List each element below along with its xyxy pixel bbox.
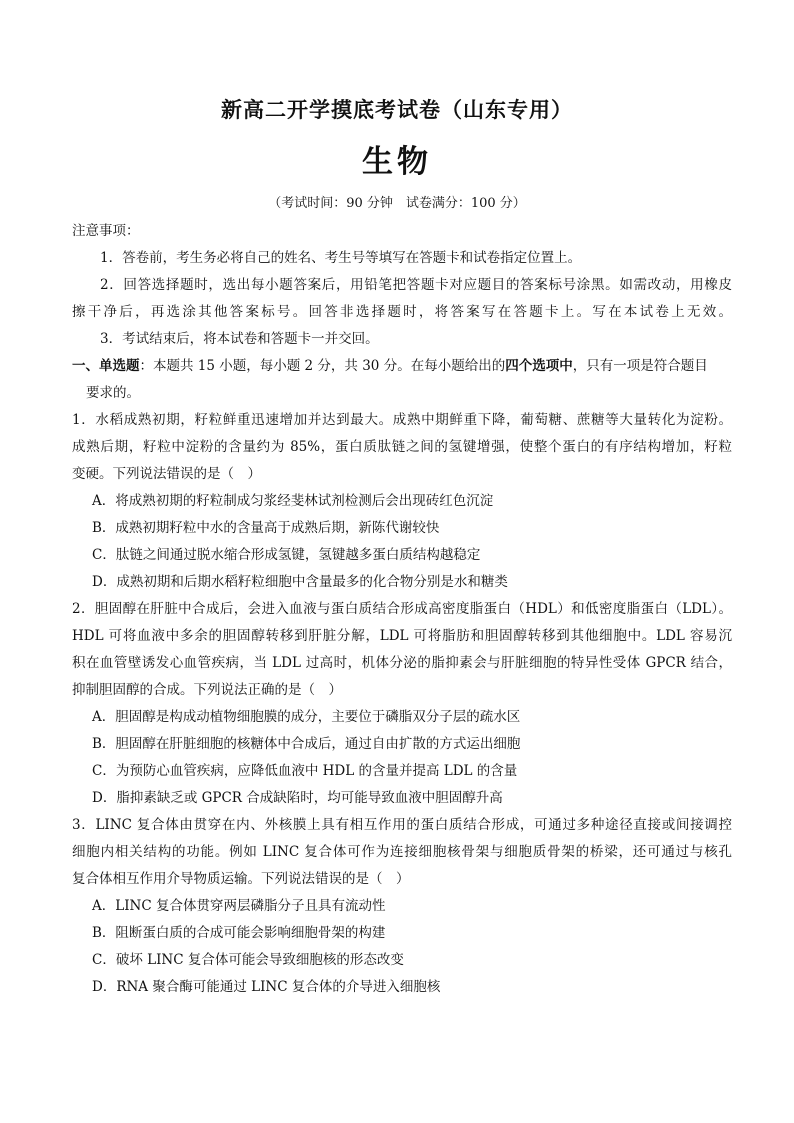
question-3-option-b: B．阻断蛋白质的合成可能会影响细胞骨架的构建 (92, 925, 386, 941)
question-1-option-d: D．成熟初期和后期水稻籽粒细胞中含量最多的化合物分别是水和糖类 (92, 574, 508, 590)
question-2-stem-line-4: 抑制胆固醇的合成。下列说法正确的是（ ） (72, 682, 342, 698)
question-2-stem-line-1: 2．胆固醇在肝脏中合成后，会进入血液与蛋白质结合形成高密度脂蛋白（HDL）和低密度脂蛋白（LDL）。 (72, 601, 732, 617)
question-1 (72, 407, 732, 596)
question-2-stem-line-2: HDL 可将血液中多余的胆固醇转移到肝脏分解，LDL 可将脂肪和胆固醇转移到其他细胞中。LDL 容易沉 (72, 628, 732, 644)
question-3 (72, 812, 732, 1001)
section-1-heading (72, 353, 732, 380)
notice-item-2-line-2: 擦干净后，再选涂其他答案标号。回答非选择题时，将答案写在答题卡上。写在本试卷上无效。 (72, 304, 732, 320)
question-2 (72, 596, 732, 812)
question-2-stem-line-3: 积在血管壁诱发心血管疾病，当 LDL 过高时，机体分泌的脂抑素会与肝脏细胞的特异性受体 GPCR 结合， (72, 655, 732, 671)
question-1-option-c: C．肽链之间通过脱水缩合形成氢键，氢键越多蛋白质结构越稳定 (92, 547, 481, 563)
notice-item-3: 3．考试结束后，将本试卷和答题卡一并交回。 (100, 331, 379, 347)
question-3-stem-line-2: 细胞内相关结构的功能。例如 LINC 复合体可作为连接细胞核骨架与细胞质骨架的桥梁，还可通过与核孔 (72, 844, 732, 860)
question-1-option-b: B．成熟初期籽粒中水的含量高于成熟后期，新陈代谢较快 (92, 520, 440, 536)
question-2-option-b: B．胆固醇在肝脏细胞的核糖体中合成后，通过自由扩散的方式运出细胞 (92, 736, 521, 752)
question-3-option-a: A．LINC 复合体贯穿两层磷脂分子且具有流动性 (92, 898, 386, 914)
section-1-desc-line-2: 要求的。 (86, 385, 140, 401)
notice-item-1: 1．答卷前，考生务必将自己的姓名、考生号等填写在答题卡和试卷指定位置上。 (100, 250, 582, 266)
question-1-stem-line-2: 成熟后期，籽粒中淀粉的含量约为 85%，蛋白质肽链之间的氢键增强，使整个蛋白的有序结构增加，籽粒 (72, 439, 732, 455)
question-3-stem-line-1: 3．LINC 复合体由贯穿在内、外核膜上具有相互作用的蛋白质结合形成，可通过多种途径直接或间接调控 (72, 817, 732, 833)
section-1-desc-bold: 四个选项中 (505, 358, 573, 374)
question-3-option-c: C．破坏 LINC 复合体可能会导致细胞核的形态改变 (92, 952, 404, 968)
question-2-option-d: D．脂抑素缺乏或 GPCR 合成缺陷时，均可能导致血液中胆固醇升高 (92, 790, 503, 806)
question-2-option-a: A．胆固醇是构成动植物细胞膜的成分，主要位于磷脂双分子层的疏水区 (92, 709, 521, 725)
question-3-stem-line-3: 复合体相互作用介导物质运输。下列说法错误的是（ ） (72, 871, 410, 887)
subject-title: 生物 (362, 144, 432, 180)
exam-time-info: （考试时间：90 分钟 试卷满分：100 分） (268, 196, 526, 211)
exam-title: 新高二开学摸底考试卷（山东专用） (221, 97, 573, 122)
question-1-option-a: A．将成熟初期的籽粒制成匀浆经斐林试剂检测后会出现砖红色沉淀 (92, 493, 494, 509)
notice-heading: 注意事项： (72, 223, 140, 239)
exam-body (72, 218, 732, 1001)
question-3-option-d: D．RNA 聚合酶可能通过 LINC 复合体的介导进入细胞核 (92, 979, 441, 995)
section-1-desc-part-1: ：本题共 15 小题，每小题 2 分，共 30 分。在每小题给出的 (139, 358, 506, 374)
section-1-label: 一、单选题 (72, 358, 140, 374)
notice-item-2-line-1: 2．回答选择题时，选出每小题答案后，用铅笔把答题卡对应题目的答案标号涂黑。如需改动，用橡皮 (100, 277, 732, 293)
question-1-stem-line-1: 1．水稻成熟初期，籽粒鲜重迅速增加并达到最大。成熟中期鲜重下降，葡萄糖、蔗糖等大量转化为淀粉。 (72, 412, 732, 428)
section-1-desc-part-2: ，只有一项是符合题目 (572, 358, 708, 374)
question-2-option-c: C．为预防心血管疾病，应降低血液中 HDL 的含量并提高 LDL 的含量 (92, 763, 518, 779)
question-1-stem-line-3: 变硬。下列说法错误的是（ ） (72, 466, 261, 482)
